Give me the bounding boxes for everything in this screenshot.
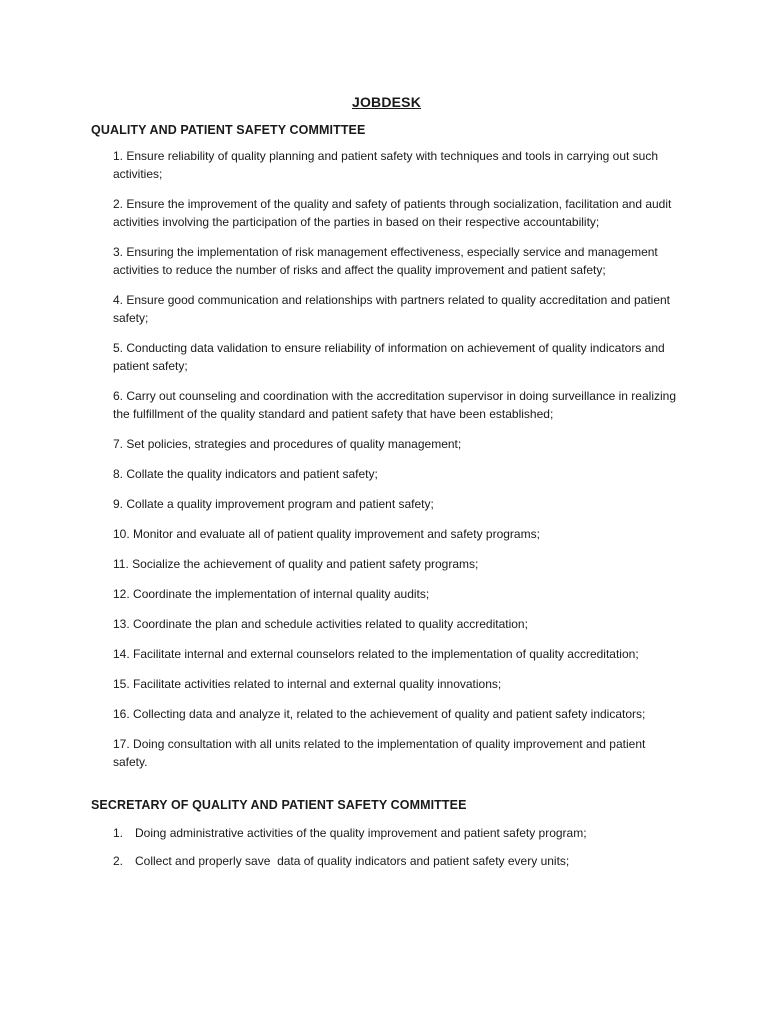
duty-item — [113, 243, 680, 279]
duty-item — [113, 645, 680, 663]
duty-item — [113, 435, 680, 453]
secretary-heading: SECRETARY OF QUALITY AND PATIENT SAFETY COMMITTEE — [91, 798, 467, 812]
duty-text: Monitor and evaluate all of patient quality improvement and safety programs; — [133, 527, 540, 541]
duty-number: 7. — [113, 437, 124, 451]
duty-item — [113, 824, 680, 842]
duty-item — [113, 555, 680, 573]
secretary-duty-list — [91, 824, 680, 870]
duty-number: 15. — [113, 677, 130, 691]
duty-text: Collect and properly save data of quality indicators and patient safety every units; — [135, 854, 570, 868]
duty-number: 1. — [113, 826, 124, 840]
duty-text: Coordinate the implementation of internal quality audits; — [133, 587, 430, 601]
document-title: JOBDESK — [351, 94, 422, 110]
duty-text: Conducting data validation to ensure reliability of information on achievement of quality indicators and patient safety; — [113, 341, 665, 373]
duty-text: Collate the quality indicators and patient safety; — [126, 467, 378, 481]
duty-text: Doing administrative activities of the quality improvement and patient safety program; — [135, 826, 587, 840]
duty-item — [113, 735, 680, 771]
duty-number: 17. — [113, 737, 130, 751]
duty-number: 4. — [113, 293, 124, 307]
duty-item — [113, 525, 680, 543]
duty-item — [113, 465, 680, 483]
duty-item — [113, 615, 680, 633]
duty-item — [113, 387, 680, 423]
duty-number: 11. — [113, 557, 129, 571]
duty-item — [113, 705, 680, 723]
duty-item — [113, 585, 680, 603]
duty-number: 14. — [113, 647, 130, 661]
duty-number: 10. — [113, 527, 130, 541]
duty-number: 6. — [113, 389, 124, 403]
duty-item — [113, 675, 680, 693]
duty-number: 13. — [113, 617, 130, 631]
duty-number: 3. — [113, 245, 124, 259]
duty-number: 8. — [113, 467, 124, 481]
duty-item — [113, 147, 680, 183]
duty-text: Ensuring the implementation of risk management effectiveness, especially service and management activities to reduce the number of risks and affect the quality improvement and patient safety; — [113, 245, 658, 277]
duty-number: 12. — [113, 587, 130, 601]
duty-number: 1. — [113, 149, 124, 163]
committee-heading: QUALITY AND PATIENT SAFETY COMMITTEE — [91, 123, 366, 137]
duty-text: Ensure the improvement of the quality and safety of patients through socialization, facilitation and audit activities involving the participation of the parties in based on their respective accountability; — [113, 197, 672, 229]
duty-item — [113, 339, 680, 375]
duty-text: Doing consultation with all units related to the implementation of quality improvement and patient safety. — [113, 737, 646, 769]
duty-text: Socialize the achievement of quality and patient safety programs; — [132, 557, 479, 571]
duty-number: 2. — [113, 197, 124, 211]
duty-text: Set policies, strategies and procedures of quality management; — [126, 437, 462, 451]
duty-item — [113, 195, 680, 231]
committee-duty-list — [91, 147, 680, 771]
duty-text: Coordinate the plan and schedule activities related to quality accreditation; — [133, 617, 528, 631]
committee-section — [91, 123, 680, 771]
duty-item — [113, 495, 680, 513]
duty-text: Carry out counseling and coordination with the accreditation supervisor in doing surveillance in realizing the fulfillment of the quality standard and patient safety that have been established; — [113, 389, 676, 421]
duty-number: 9. — [113, 497, 124, 511]
duty-text: Facilitate activities related to internal and external quality innovations; — [133, 677, 502, 691]
duty-text: Ensure reliability of quality planning and patient safety with techniques and tools in carrying out such activities; — [113, 149, 659, 181]
duty-text: Collecting data and analyze it, related to the achievement of quality and patient safety indicators; — [133, 707, 646, 721]
duty-item — [113, 291, 680, 327]
duty-text: Collate a quality improvement program and patient safety; — [126, 497, 434, 511]
duty-number: 5. — [113, 341, 124, 355]
duty-number: 16. — [113, 707, 130, 721]
duty-text: Facilitate internal and external counselors related to the implementation of quality accreditation; — [133, 647, 639, 661]
duty-text: Ensure good communication and relationships with partners related to quality accreditation and patient safety; — [113, 293, 671, 325]
secretary-section — [91, 798, 680, 870]
duty-number: 2. — [113, 854, 124, 868]
duty-item — [113, 852, 680, 870]
